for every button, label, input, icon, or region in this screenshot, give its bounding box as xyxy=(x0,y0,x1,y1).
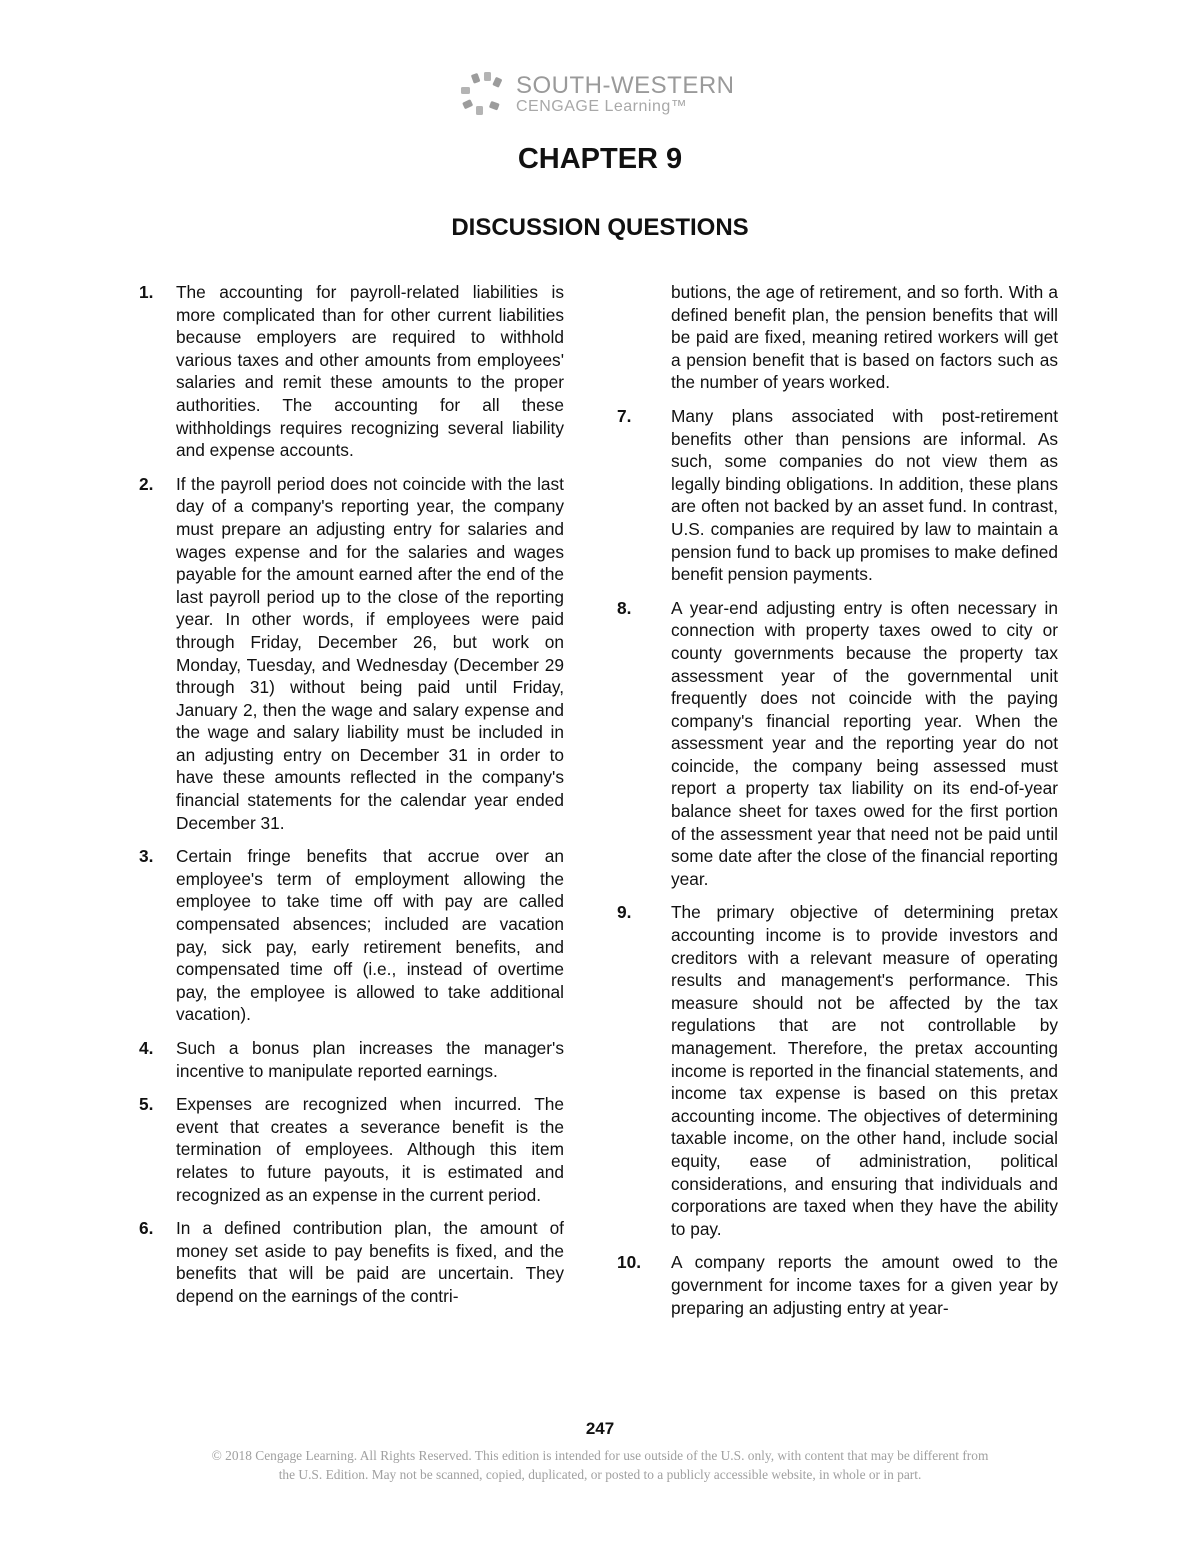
chapter-title: CHAPTER 9 xyxy=(517,143,683,175)
question-number: 2. xyxy=(139,473,154,494)
question-text: The accounting for payroll-related liabilities is more complicated than for other current liabilities because employers are required to withhold various taxes and other amounts from employees' salaries and remit these amounts to the proper authorities. The accounting for all these withholdings requires recognizing several liability and expense accounts. xyxy=(176,282,564,461)
question-item xyxy=(617,405,1058,586)
question-text: Such a bonus plan increases the manager's incentive to manipulate reported earnings. xyxy=(176,1038,564,1081)
question-text: A company reports the amount owed to the government for income taxes for a given year by preparing an adjusting entry at year- xyxy=(671,1252,1058,1318)
section-title: DISCUSSION QUESTIONS xyxy=(451,214,749,241)
question-number: 1. xyxy=(139,282,154,302)
publisher-subname: CENGAGE Learning™ xyxy=(516,98,688,115)
question-text: butions, the age of retirement, and so forth. With a defined benefit plan, the pension benefits that will be paid are fixed, meaning retired workers will get a pension benefit that is based on factors such as the number of years worked. xyxy=(671,282,1058,393)
publisher-name: SOUTH-WESTERN xyxy=(516,72,735,99)
publisher-logo xyxy=(458,70,748,120)
question-text: Expenses are recognized when incurred. The event that creates a severance benefit is the termination of employees. Although this item relates to future payouts, it is estimated and recognized as an expense in the current period. xyxy=(176,1094,564,1205)
right-column xyxy=(617,281,1058,1330)
question-text: If the payroll period does not coincide with the last day of a company's reporting year, the company must prepare an adjusting entry for salaries and wages expense and for the salaries and wages payable for the amount earned after the end of the last payroll period up to the close of the reporting year. In other words, if employees were paid through Friday, December 26, but work on Monday, Tuesday, and Wednesday (December 29 through 31) without being paid until Friday, January 2, then the wage and salary expense and the wage and salary liability must be included in an adjusting entry on December 31 in order to have these amounts reflected in the company's financial statements for the calendar year ended December 31. xyxy=(176,473,564,833)
question-number: 3. xyxy=(139,846,154,867)
question-item xyxy=(617,901,1058,1240)
question-number: 6. xyxy=(139,1218,154,1239)
question-text: In a defined contribution plan, the amount of money set aside to pay benefits is fixed, and the benefits that will be paid are uncertain. They depend on the earnings of the contri- xyxy=(176,1218,564,1306)
page-number: 247 xyxy=(585,1419,615,1438)
question-item xyxy=(139,1217,564,1307)
question-text: Many plans associated with post-retirement benefits other than pensions are informal. As such, some companies do not view them as legally binding obligations. In addition, these plans are often not backed by an asset fund. In contrast, U.S. companies are required by law to maintain a pension fund to back up promises to make defined benefit pension payments. xyxy=(671,405,1058,585)
question-item xyxy=(139,1093,564,1206)
copyright-line: the U.S. Edition. May not be scanned, copied, duplicated, or posted to a publicly accessible website, in whole or in part. xyxy=(278,1467,922,1482)
question-text: Certain fringe benefits that accrue over an employee's term of employment allowing the employee to take time off with pay are called compensated absences; included are vacation pay, sick pay, early retirement benefits, and compensated time off (i.e., instead of overtime pay, the employee is allowed to take additional vacation). xyxy=(176,846,564,1025)
question-number: 10. xyxy=(617,1252,642,1273)
question-number: 7. xyxy=(617,405,632,426)
copyright-footer xyxy=(130,1446,1070,1484)
copyright-line: © 2018 Cengage Learning. All Rights Reserved. This edition is intended for use outside of the U.S. only, with content that may be different from xyxy=(211,1448,989,1463)
left-column xyxy=(139,281,564,1319)
question-item xyxy=(139,473,564,835)
question-number: 9. xyxy=(617,902,632,923)
question-item xyxy=(139,281,564,462)
question-item xyxy=(139,1037,564,1082)
question-number: 4. xyxy=(139,1038,154,1058)
question-number: 8. xyxy=(617,597,632,618)
question-text: A year-end adjusting entry is often necessary in connection with property taxes owed to city or county governments because the property tax assessment year of the governmental unit frequently does not coincide with the paying company's financial reporting year. When the assessment year and the reporting year do not coincide, the company being assessed must report a property tax liability on its end-of-year balance sheet for taxes owed for the first portion of the assessment year that need not be paid until some date after the close of the financial reporting year. xyxy=(671,597,1058,889)
question-item xyxy=(617,597,1058,891)
question-number: 5. xyxy=(139,1094,154,1115)
question-text: The primary objective of determining pretax accounting income is to provide investors and creditors with a relevant measure of operating results and management's performance. This measure should not be affected by the tax regulations that are not controllable by management. Therefore, the pretax accounting income is reported in the financial statements, and income tax expense is based on this pretax accounting income. The objectives of determining taxable income, on the other hand, include social equity, ease of administration, political considerations, and ensuring that individuals and corporations are taxed when they have the ability to pay. xyxy=(671,902,1058,1239)
question-item xyxy=(617,1251,1058,1319)
question-item xyxy=(139,845,564,1026)
cengage-starburst-icon xyxy=(458,72,512,118)
question-continuation xyxy=(617,281,1058,394)
